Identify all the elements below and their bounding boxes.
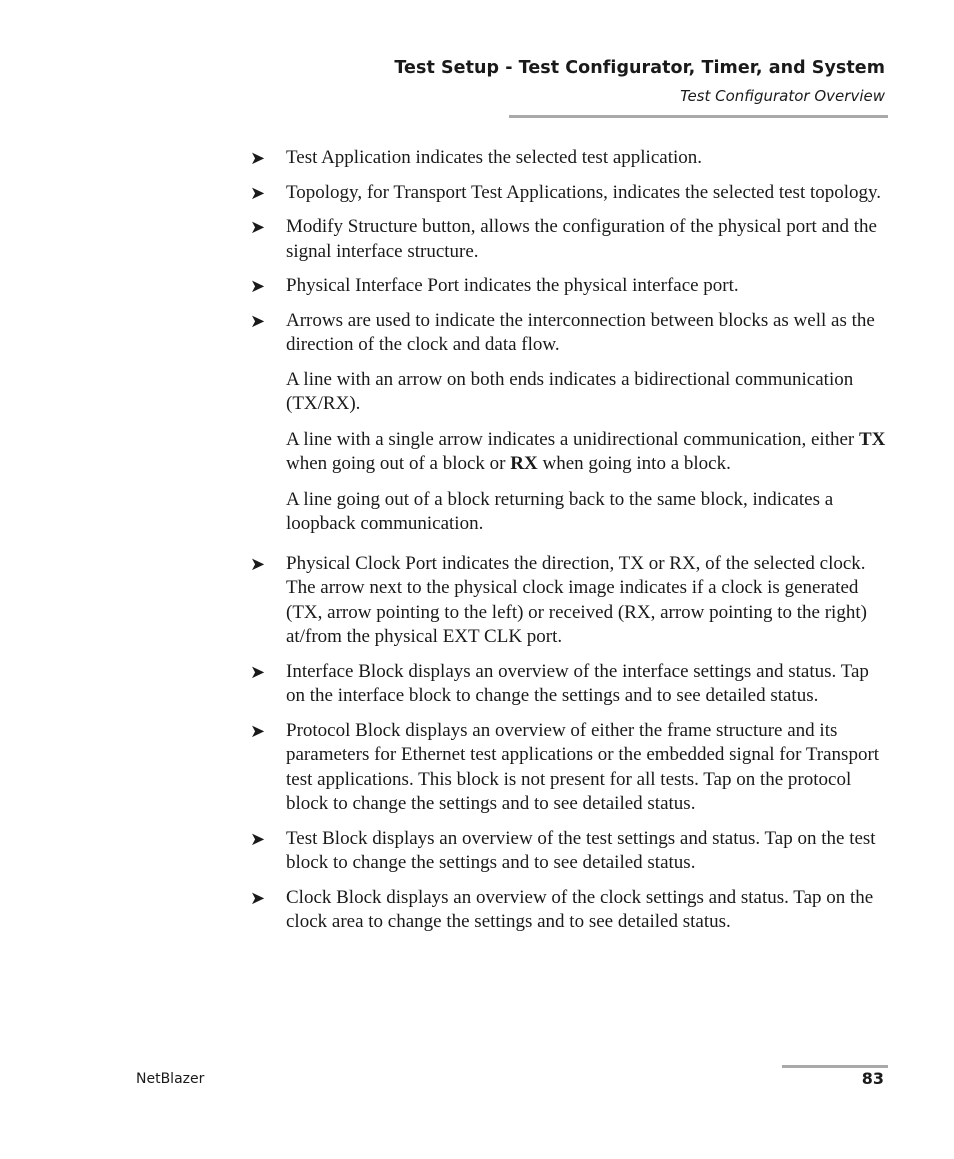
header-rule xyxy=(509,115,888,118)
list-item-text: Clock Block displays an overview of the clock settings and status. Tap on the clock area to change the settings and to see detailed status. xyxy=(286,886,874,932)
note-text: A line with an arrow on both ends indicates a bidirectional communication (TX/RX). xyxy=(286,368,854,414)
bullet-arrow-icon: ➤ xyxy=(250,148,266,169)
tx-term: TX xyxy=(859,428,886,450)
note-text-part: when going into a block. xyxy=(537,453,731,474)
page-number: 83 xyxy=(861,1069,884,1088)
bullet-arrow-icon: ➤ xyxy=(250,661,266,683)
list-item-text: Physical Clock Port indicates the direction, TX or RX, of the selected clock. The arrow next to the physical clock image indicates if a clock is generated (TX, arrow pointing to the left) or received (RX, arrow pointing to the right) at/from the physical EXT CLK port. xyxy=(286,552,867,647)
list-item-physical-clock-port xyxy=(250,552,890,650)
list-item-physical-interface-port xyxy=(250,274,890,299)
rx-term: RX xyxy=(510,453,538,474)
bullet-arrow-icon: ➤ xyxy=(250,182,266,204)
list-item-clock-block xyxy=(250,886,890,935)
list-item-modify-structure xyxy=(250,215,890,264)
list-item-arrows xyxy=(250,309,890,358)
running-header-title: Test Setup - Test Configurator, Timer, and System xyxy=(394,58,885,78)
list-item-text: Test Block displays an overview of the test settings and status. Tap on the test block to change the settings and to see detailed status. xyxy=(286,827,876,873)
list-item-test-application xyxy=(250,146,890,171)
list-item-text: Modify Structure button, allows the configuration of the physical port and the signal interface structure. xyxy=(286,216,877,262)
bullet-arrow-icon: ➤ xyxy=(250,310,266,332)
bullet-list xyxy=(250,146,890,945)
running-header-subtitle: Test Configurator Overview xyxy=(680,87,885,105)
bullet-arrow-icon: ➤ xyxy=(250,720,266,742)
bullet-arrow-icon: ➤ xyxy=(250,217,266,238)
list-item-text: Topology, for Transport Test Applications, indicates the selected test topology. xyxy=(286,181,882,203)
note-text: A line going out of a block returning back to the same block, indicates a loopback communication. xyxy=(286,488,834,534)
note-unidirectional xyxy=(250,428,890,477)
note-loopback xyxy=(250,488,890,537)
note-text-part: when going out of a block or xyxy=(286,453,511,474)
list-item-interface-block xyxy=(250,660,890,709)
footer-product-name: NetBlazer xyxy=(136,1071,205,1087)
note-text xyxy=(286,428,890,477)
list-item-text: Interface Block displays an overview of the interface settings and status. Tap on the interface block to change the settings and to see detailed status. xyxy=(286,660,869,706)
list-item-text: Arrows are used to indicate the interconnection between blocks as well as the direction of the clock and data flow. xyxy=(286,309,875,355)
bullet-arrow-icon: ➤ xyxy=(250,553,266,575)
list-item-topology xyxy=(250,181,890,206)
list-item-protocol-block xyxy=(250,719,890,817)
list-item-text: Physical Interface Port indicates the physical interface port. xyxy=(286,275,739,296)
footer-rule xyxy=(782,1065,888,1068)
list-item-text: Protocol Block displays an overview of either the frame structure and its parameters for Ethernet test applications or the embedded signal for Transport test applications. This block is not present for all tests. Tap on the protocol block to change the settings and to see detailed status. xyxy=(286,719,880,814)
list-item-text: Test Application indicates the selected test application. xyxy=(286,147,703,168)
note-bidirectional xyxy=(250,368,890,417)
bullet-arrow-icon: ➤ xyxy=(250,887,266,909)
bullet-arrow-icon: ➤ xyxy=(250,276,266,297)
bullet-arrow-icon: ➤ xyxy=(250,828,266,850)
list-item-test-block xyxy=(250,827,890,876)
note-text-part: A line with a single arrow indicates a unidirectional communication, either xyxy=(286,428,859,450)
